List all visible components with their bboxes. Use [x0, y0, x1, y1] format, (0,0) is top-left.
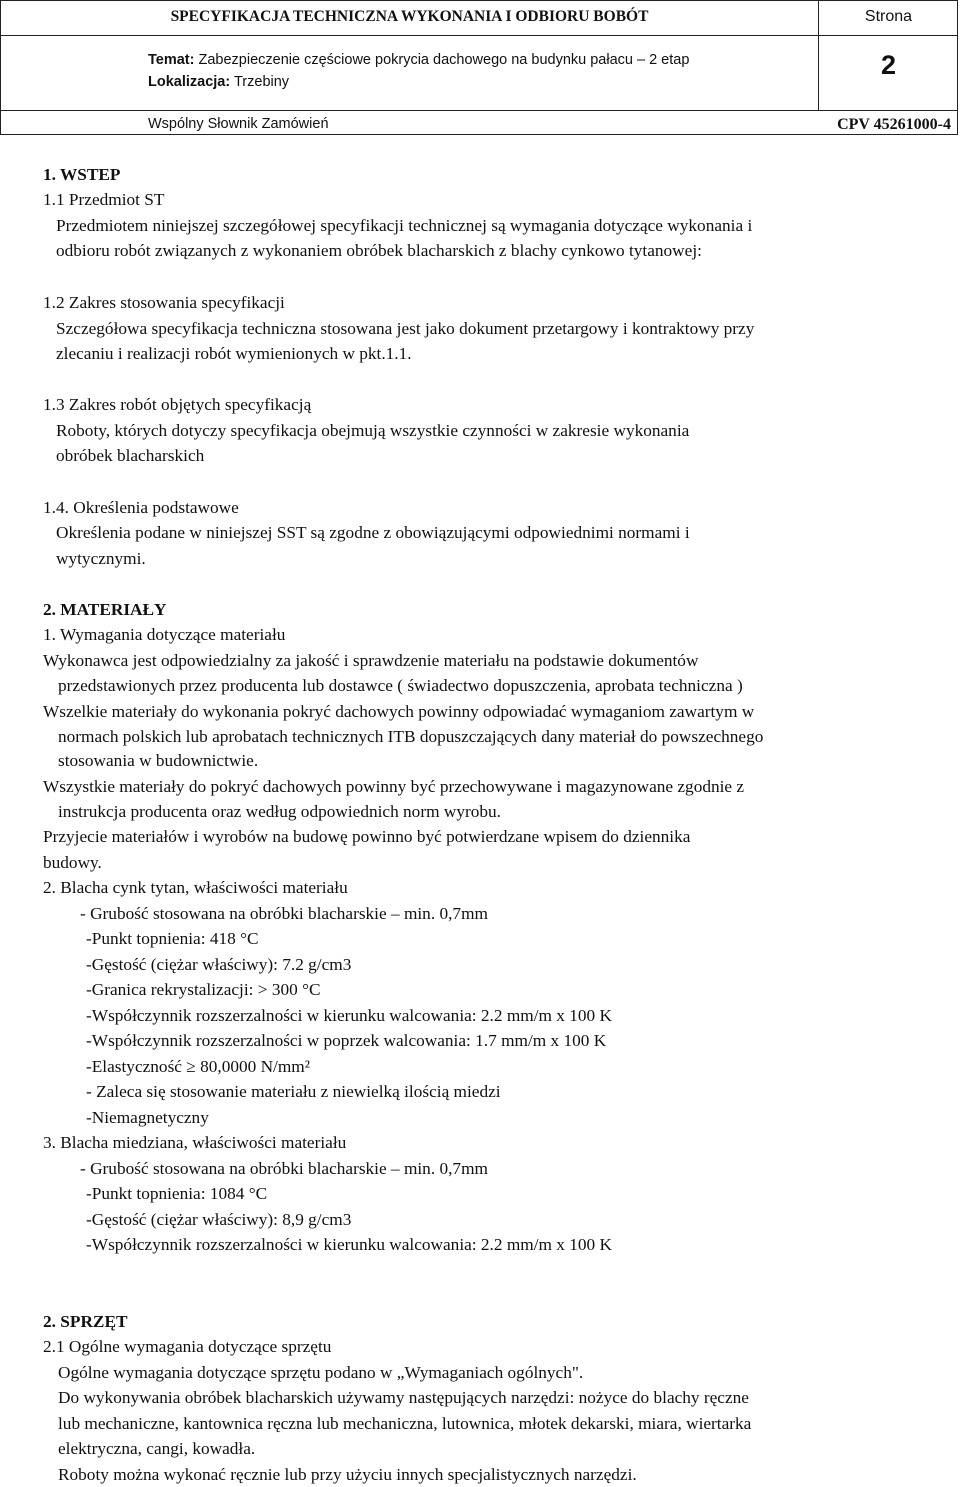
list-item: - Zaleca się stosowanie materiału z niewielką ilością miedzi — [86, 1082, 501, 1101]
paragraph-line: Wszystkie materiały do pokryć dachowych powinny być przechowywane i magazynowane zgodnie z — [43, 777, 745, 796]
paragraph-line: Wykonawca jest odpowiedzialny za jakość i sprawdzenie materiału na podstawie dokumentów — [43, 651, 699, 670]
header-divider-2 — [1, 110, 957, 111]
paragraph-line: Roboty, których dotyczy specyfikacja obejmują wszystkie czynności w zakresie wykonania — [56, 421, 690, 440]
paragraph-line: Wszelkie materiały do wykonania pokryć dachowych powinny odpowiadać wymaganiom zawartym w — [43, 702, 755, 721]
list-item: - Grubość stosowana na obróbki blacharskie – min. 0,7mm — [80, 1159, 488, 1178]
document-header — [0, 0, 958, 135]
subsection-title: 1.2 Zakres stosowania specyfikacji — [43, 293, 285, 312]
section-heading: 2. MATERIAŁY — [43, 600, 167, 619]
paragraph-line: Ogólne wymagania dotyczące sprzętu podano w „Wymaganiach ogólnych". — [58, 1363, 584, 1382]
paragraph-line: wytycznymi. — [56, 549, 146, 568]
location-label: Lokalizacja: — [148, 74, 231, 90]
paragraph-line: stosowania w budownictwie. — [58, 751, 259, 770]
subsection-title: 2. Blacha cynk tytan, właściwości materiału — [43, 878, 348, 897]
paragraph-line: przedstawionych przez producenta lub dostawce ( świadectwo dopuszczenia, aprobata techniczna ) — [58, 676, 743, 695]
paragraph-line: obróbek blacharskich — [56, 446, 205, 465]
paragraph-line: Określenia podane w niniejszej SST są zgodne z obowiązującymi odpowiednimi normami i — [56, 523, 690, 542]
page-number: 2 — [880, 50, 897, 80]
list-item: -Elastyczność ≥ 80,0000 N/mm² — [86, 1057, 310, 1076]
list-item: -Gęstość (ciężar właściwy): 7.2 g/cm3 — [86, 955, 352, 974]
paragraph-line: Przyjecie materiałów i wyrobów na budowę powinno być potwierdzane wpisem do dziennika — [43, 827, 691, 846]
vocabulary-label: Wspólny Słownik Zamówień — [148, 116, 329, 132]
subsection-title: 1.1 Przedmiot ST — [43, 190, 165, 209]
header-divider-1 — [1, 35, 957, 36]
cpv-code: CPV 45261000-4 — [837, 116, 951, 133]
subsection-title: 3. Blacha miedziana, właściwości materiału — [43, 1133, 347, 1152]
section-heading: 1. WSTEP — [43, 165, 121, 184]
paragraph-line: elektryczna, cangi, kowadła. — [58, 1439, 256, 1458]
list-item: -Współczynnik rozszerzalności w kierunku walcowania: 2.2 mm/m x 100 K — [86, 1235, 612, 1254]
paragraph-line: Roboty można wykonać ręcznie lub przy użyciu innych specjalistycznych narzędzi. — [58, 1465, 637, 1484]
list-item: -Punkt topnienia: 418 °C — [86, 929, 259, 948]
page-label: Strona — [864, 8, 913, 25]
list-item: -Punkt topnienia: 1084 °C — [86, 1184, 268, 1203]
paragraph-line: normach polskich lub aprobatach technicznych ITB dopuszczających dany materiał do powszechnego — [58, 727, 764, 746]
subject-label: Temat: — [148, 52, 195, 68]
paragraph-line: instrukcja producenta oraz według odpowiednich norm wyrobu. — [58, 802, 501, 821]
list-item: -Gęstość (ciężar właściwy): 8,9 g/cm3 — [86, 1210, 352, 1229]
subsection-title: 1. Wymagania dotyczące materiału — [43, 625, 286, 644]
paragraph-line: zlecaniu i realizacji robót wymienionych w pkt.1.1. — [56, 344, 412, 363]
list-item: -Niemagnetyczny — [86, 1108, 209, 1127]
paragraph-line: Przedmiotem niniejszej szczegółowej specyfikacji technicznej są wymagania dotyczące wykonania i — [56, 216, 753, 235]
section-heading: 2. SPRZĘT — [43, 1312, 128, 1331]
subject-line — [148, 52, 689, 68]
paragraph-line: budowy. — [43, 853, 102, 872]
list-item: -Współczynnik rozszerzalności w poprzek walcowania: 1.7 mm/m x 100 K — [86, 1031, 607, 1050]
subject-value: Zabezpieczenie częściowe pokrycia dachowego na budynku pałacu – 2 etap — [198, 52, 690, 68]
list-item: -Współczynnik rozszerzalności w kierunku walcowania: 2.2 mm/m x 100 K — [86, 1006, 612, 1025]
list-item: - Grubość stosowana na obróbki blacharskie – min. 0,7mm — [80, 904, 488, 923]
location-line — [148, 74, 289, 90]
paragraph-line: Szczegółowa specyfikacja techniczna stosowana jest jako dokument przetargowy i kontraktowy przy — [56, 319, 755, 338]
document-title: SPECYFIKACJA TECHNICZNA WYKONANIA I ODBIORU BOBÓT — [170, 8, 649, 25]
paragraph-line: Do wykonywania obróbek blacharskich używamy następujących narzędzi: nożyce do blachy ręczne — [58, 1388, 749, 1407]
paragraph-line: lub mechaniczne, kantownica ręczna lub mechaniczna, lutownica, młotek dekarski, miara, wiertarka — [58, 1414, 752, 1433]
list-item: -Granica rekrystalizacji: > 300 °C — [86, 980, 321, 999]
subsection-title: 1.4. Określenia podstawowe — [43, 498, 239, 517]
subsection-title: 1.3 Zakres robót objętych specyfikacją — [43, 395, 312, 414]
subsection-title: 2.1 Ogólne wymagania dotyczące sprzętu — [43, 1337, 332, 1356]
paragraph-line: odbioru robót związanych z wykonaniem obróbek blacharskich z blachy cynkowo tytanowej: — [56, 241, 702, 260]
location-value: Trzebiny — [233, 74, 290, 90]
